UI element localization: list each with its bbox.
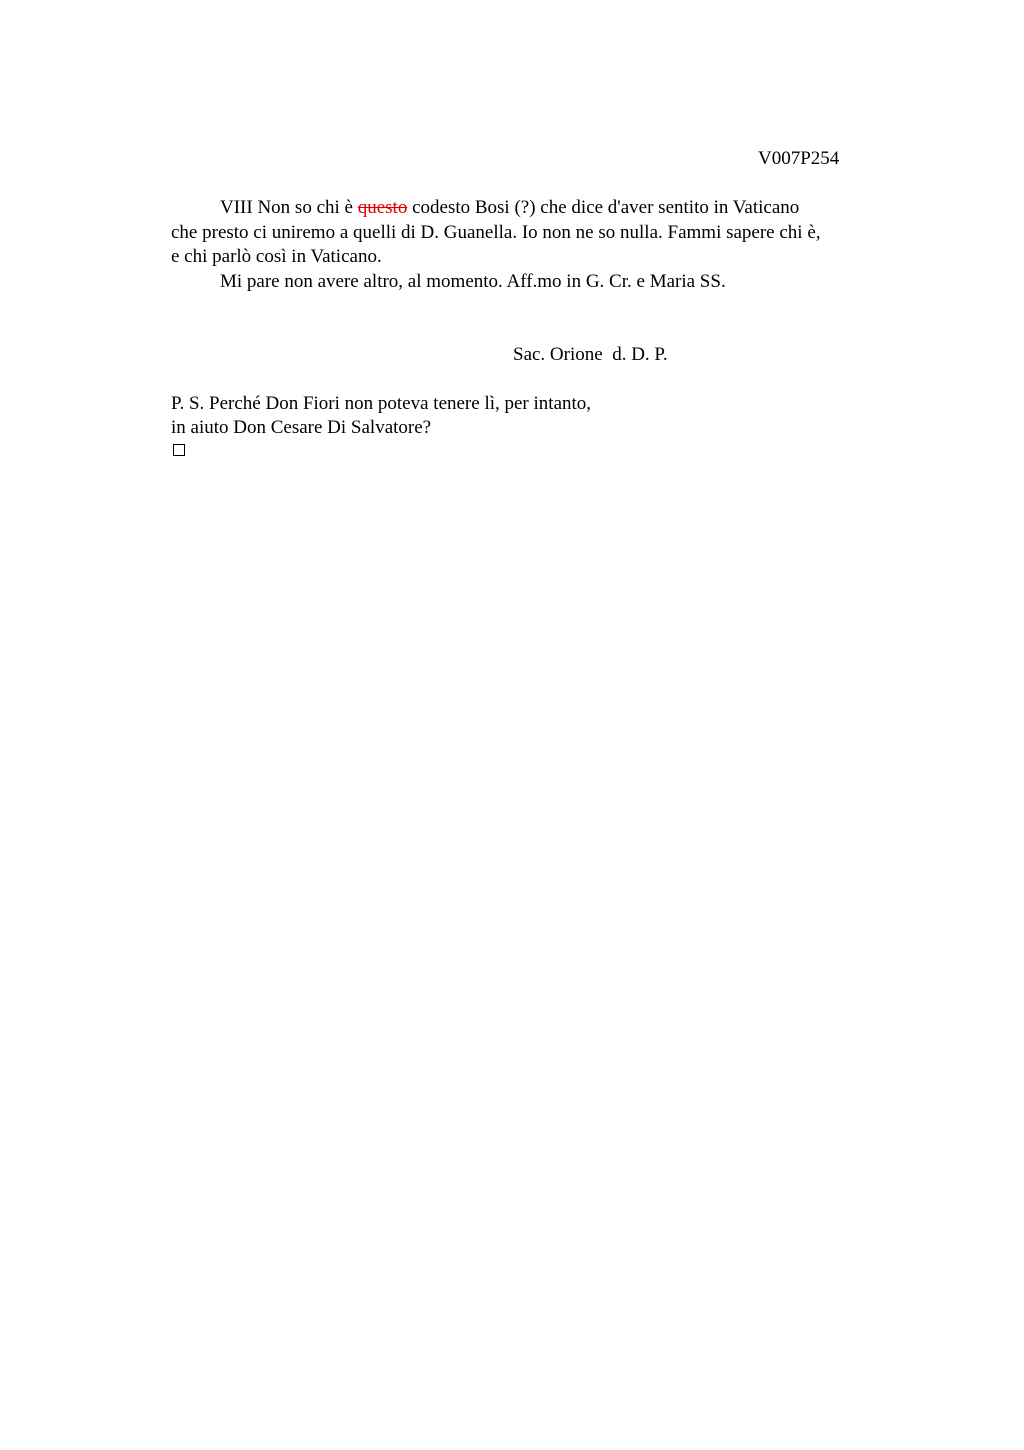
signature: Sac. Orione d. D. P. [513,344,668,365]
paragraph-2-line-1: Mi pare non avere altro, al momento. Aff.mo in G. Cr. e Maria SS. [220,270,726,292]
end-of-text-box-icon [173,444,185,456]
paragraph-1-line-1 [171,196,891,221]
paragraph-2 [171,270,891,295]
paragraph-1-line-2: che presto ci uniremo a quelli di D. Guanella. Io non ne so nulla. Fammi sapere chi è, [171,221,821,243]
postscript-line-1: P. S. Perché Don Fiori non poteva tenere lì, per intanto, [171,393,592,414]
page-identifier: V007P254 [758,148,840,169]
postscript-line-2: in aiuto Don Cesare Di Salvatore? [171,417,432,438]
struck-word-deletion: questo [357,197,408,218]
paragraph-1-line-3: e chi parlò così in Vaticano. [171,246,382,267]
paragraph-1 [171,196,891,270]
line-1-suffix: codesto Bosi (?) che dice d'aver sentito in Vaticano [407,197,800,218]
postscript [171,392,591,440]
letter-body [171,196,891,294]
line-1-prefix: VIII Non so chi è [220,197,358,218]
